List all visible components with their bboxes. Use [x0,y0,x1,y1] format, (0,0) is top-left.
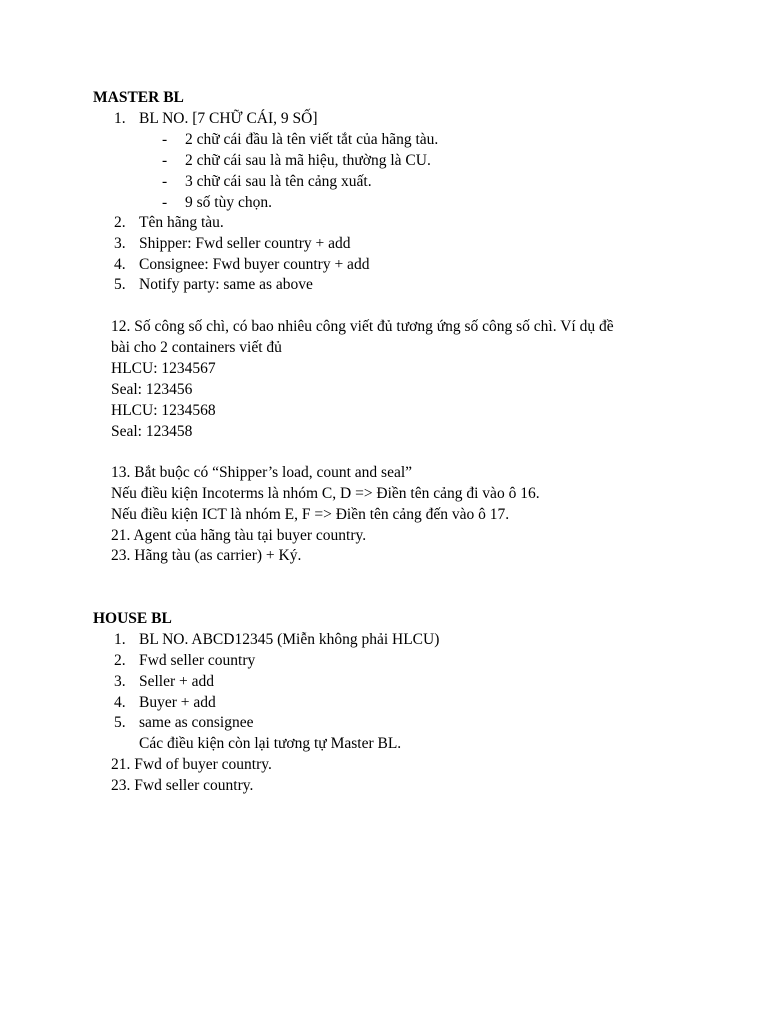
para-13-line-3: Nếu điều kiện ICT là nhóm E, F => Điền tên cảng đến vào ô 17. [111,506,510,523]
para-12-line-1: 12. Số công số chì, có bao nhiêu công viết đủ tương ứng số công số chì. Ví dụ đề [111,318,614,335]
dash-marker: - [162,152,168,169]
list-number: 2. [114,214,126,231]
sub-item-text: 2 chữ cái sau là mã hiệu, thường là CU. [185,152,431,169]
list-number: 3. [114,673,126,690]
para-13-line-1: 13. Bắt buộc có “Shipper’s load, count and seal” [111,464,413,481]
master-sub-item-2 [0,151,768,172]
house-line-23: 23. Fwd seller country. [111,777,254,794]
house-list-item-5 [0,713,768,734]
master-list-item-1 [0,109,768,130]
list-text: Seller + add [139,673,215,690]
para-13-line-4: 21. Agent của hãng tàu tại buyer country. [111,527,367,544]
para-12-line-6: Seal: 123458 [111,423,193,440]
dash-marker: - [162,194,168,211]
sub-item-text: 9 số tùy chọn. [185,194,272,211]
master-list-item-5 [0,275,768,296]
master-list-item-2 [0,213,768,234]
list-text: same as consignee [139,714,254,731]
house-bl-heading: HOUSE BL [93,610,172,627]
house-list-item-1 [0,630,768,651]
list-number: 3. [114,235,126,252]
list-text: Buyer + add [139,694,216,711]
para-12-line-5: HLCU: 1234568 [111,402,216,419]
list-number: 4. [114,256,126,273]
para-13-line-5: 23. Hãng tàu (as carrier) + Ký. [111,547,302,564]
list-number: 2. [114,652,126,669]
list-text: Tên hãng tàu. [139,214,224,231]
para-12-line-2: bài cho 2 containers viết đủ [111,339,282,356]
master-bl-heading: MASTER BL [93,89,184,106]
master-sub-item-3 [0,172,768,193]
house-list-item-2 [0,651,768,672]
dash-marker: - [162,173,168,190]
para-13-line-2: Nếu điều kiện Incoterms là nhóm C, D => Điền tên cảng đi vào ô 16. [111,485,540,502]
house-list-item-3 [0,672,768,693]
list-number: 5. [114,276,126,293]
dash-marker: - [162,131,168,148]
master-sub-item-4 [0,193,768,214]
list-number: 4. [114,694,126,711]
list-text: Fwd seller country [139,652,256,669]
master-sub-item-1 [0,130,768,151]
list-text: Notify party: same as above [139,276,313,293]
master-list-item-4 [0,255,768,276]
list-number: 1. [114,631,126,648]
house-note: Các điều kiện còn lại tương tự Master BL. [139,735,402,752]
sub-item-text: 2 chữ cái đầu là tên viết tắt của hãng tàu. [185,131,439,148]
house-line-21: 21. Fwd of buyer country. [111,756,272,773]
list-number: 5. [114,714,126,731]
sub-item-text: 3 chữ cái sau là tên cảng xuất. [185,173,372,190]
para-12-line-3: HLCU: 1234567 [111,360,216,377]
list-number: 1. [114,110,126,127]
house-list-item-4 [0,693,768,714]
para-12-line-4: Seal: 123456 [111,381,193,398]
list-text: Consignee: Fwd buyer country + add [139,256,370,273]
list-text: BL NO. ABCD12345 (Miễn không phải HLCU) [139,631,440,648]
master-list-item-3 [0,234,768,255]
list-text: Shipper: Fwd seller country + add [139,235,351,252]
list-text: BL NO. [7 CHỮ CÁI, 9 SỐ] [139,110,318,127]
